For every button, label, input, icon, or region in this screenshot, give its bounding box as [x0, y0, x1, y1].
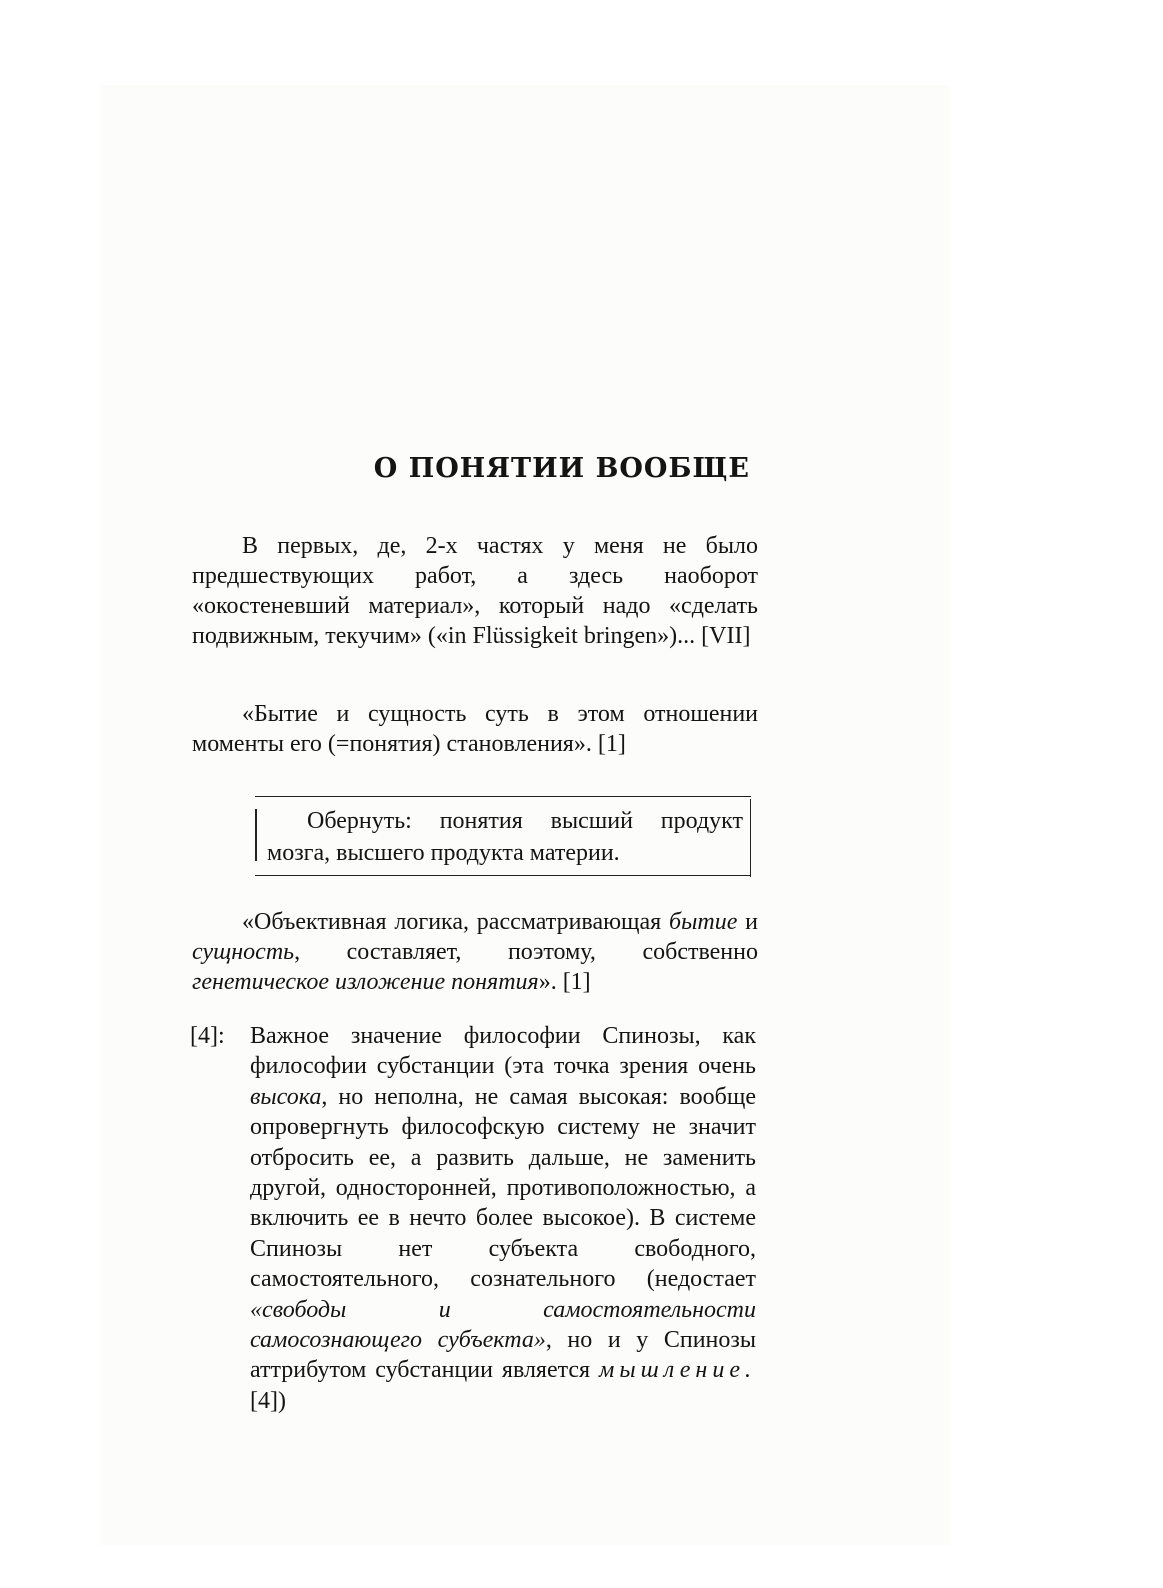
emphasis-essence: сущность: [192, 939, 295, 965]
paragraph-3-mid2: , составляет, поэтому, собственно: [294, 939, 758, 965]
paragraph-3-start: «Объективная логика, рассматривающая: [242, 909, 670, 935]
emphasis-thinking: мышление.: [599, 1357, 756, 1384]
paragraph-4-marker: [4]:: [190, 1023, 225, 1049]
paragraph-4-t4: [4]): [250, 1387, 286, 1414]
paragraph-3-end: ». [1]: [538, 969, 591, 995]
emphasis-genetic-exposition: генетическое изложение понятия: [192, 969, 539, 995]
margin-note-box: [255, 796, 751, 876]
paragraph-4-t1: Важное значение философии Спинозы, как философии субстанции (эта точка зрения очень: [250, 1023, 756, 1080]
emphasis-freedom-quote: «свободы и самостоятельности самосознающего субъекта»: [250, 1296, 756, 1354]
paragraph-4-t2: , но неполна, не самая высокая: вообще опровергнуть философскую систему не значит отбросить ее, а развить дальше, не заменить другой, односторонней, противоположностью, а включить ее в нечто более высокое). В системе Спинозы нет субъекта свободного, самостоятельного, сознательного (недостает: [250, 1083, 756, 1293]
note-left-rule: [255, 809, 257, 861]
paragraph-3: [192, 907, 758, 997]
paragraph-2-text: «Бытие и сущность суть в этом отношении моменты его (=понятия) становления». [1]: [192, 701, 758, 757]
emphasis-being: бытие: [669, 909, 738, 935]
page-title: О ПОНЯТИИ ВООБЩЕ: [373, 453, 750, 484]
paragraph-2: [192, 699, 758, 759]
margin-note-text: Обернуть: понятия высший продукт мозга, высшего продукта материи.: [267, 808, 743, 866]
paragraph-4-t3: , но и у Спинозы аттрибутом субстанции является: [250, 1327, 756, 1384]
paragraph-3-mid1: и: [737, 909, 759, 935]
emphasis-high: высока: [250, 1083, 322, 1110]
paragraph-4: [250, 1021, 756, 1416]
paragraph-3-text: [192, 907, 758, 997]
paragraph-1-text: В первых, де, 2-х частях у меня не было предшествующих работ, а здесь наоборот «окостеневший материал», который надо «сделать подвижным, текучим» («in Flüssigkeit bringen»)... [VII]: [192, 533, 758, 649]
note-right-rule: [750, 799, 752, 877]
paragraph-1: [192, 531, 758, 651]
